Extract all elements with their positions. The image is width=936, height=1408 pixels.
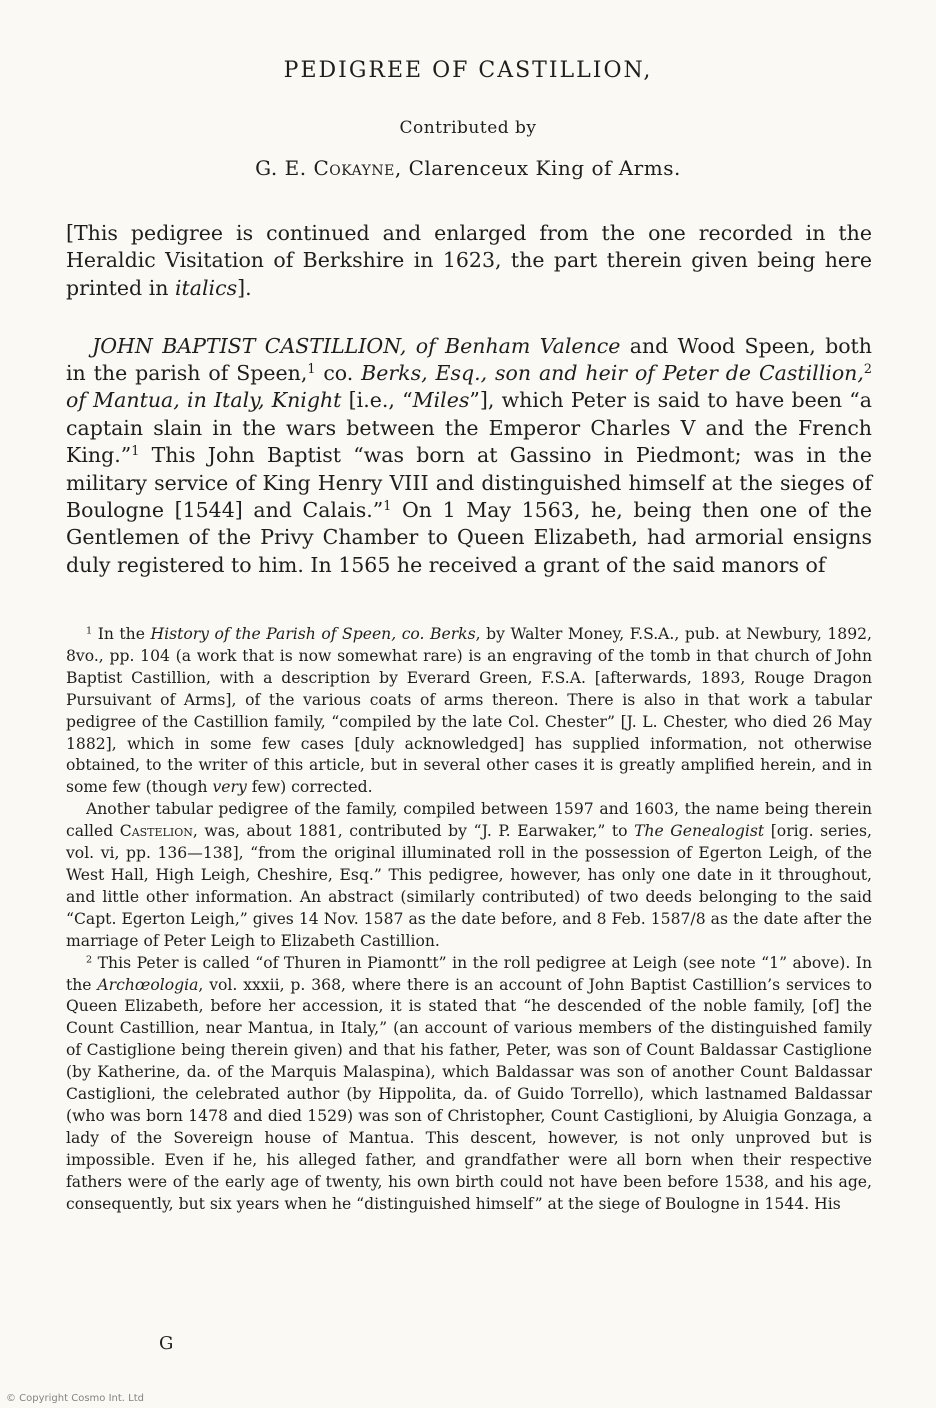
main-text: On 1 May 1563, he, being then one of the Gentlemen of the Privy Chamber to Queen Elizabeth, had armorial ensigns duly registered to him. In 1565 he received a grant of the said manors of: [66, 497, 872, 577]
footnote-ref: 1: [131, 443, 140, 459]
main-paragraph: [66, 333, 872, 580]
footnote-1: [66, 624, 872, 799]
main-text: co.: [315, 360, 362, 385]
footnote-text: , by Walter Money, F.S.A., pub. at Newbury, 1892, 8vo., pp. 104 (a work that is now somewhat rare) is an engraving of the tomb in that church of John Baptist Castillion, with a description by Everard Green, F.S.A. [afterwards, 1893, Rouge Dragon Pursuivant of Arms], of the various coats of arms thereon. There is also in that work a tabular pedigree of the Castillion family, “compiled by the late Col. Chester” [J. L. Chester, who died 26 May 1882], which in some few cases [duly acknowledged] has supplied information, not otherwise obtained, to the writer of this article, but in several other cases it is greatly amplified herein, and in some few (though: [66, 625, 872, 797]
footnote-ref: 1: [383, 497, 392, 513]
main-text-italic: Berks, Esq., son and heir of Peter de Castillion,: [361, 360, 864, 385]
footnote-1-continued: [66, 799, 872, 952]
footnote-smallcaps: Castelion: [119, 822, 193, 841]
footnote-number: 2: [86, 954, 93, 966]
contributed-by-label: Contributed by: [399, 118, 537, 138]
intro-text-end: ].: [237, 275, 252, 300]
intro-italic: italics: [174, 275, 238, 300]
intro-paragraph: [66, 220, 872, 303]
footnote-italic: The Genealogist: [634, 822, 765, 841]
footnote-text: Another tabular pedigree of the family, compiled between 1597 and 1603, the name being therein called: [66, 800, 872, 841]
footnote-2: [66, 953, 872, 1216]
author-office: , Clarenceux King of Arms.: [394, 156, 681, 180]
footnotes: [66, 624, 872, 1215]
signature-mark: G: [159, 1333, 174, 1354]
footnote-text: few) corrected.: [246, 778, 373, 797]
footnote-ref: 2: [863, 360, 872, 376]
footnote-italic: History of the Parish of Speen, co. Berks: [150, 625, 476, 643]
page-title: PEDIGREE OF CASTILLION,: [283, 58, 653, 83]
footnote-text: This Peter is called “of Thuren in Piamontt” in the roll pedigree at Leigh (see note “1” above). In the: [66, 953, 872, 994]
footnote-text: , vol. xxxii, p. 368, where there is an account of John Baptist Castillion’s services to Queen Elizabeth, before her accession, it is stated that “he descended of the noble family, [of] the Count Castillion, near Mantua, in Italy,” (an account of various members of the distinguished family of Castiglione being therein given) and that his father, Peter, was son of Count Baldassar Castiglione (by Katherine, da. of the Marquis Malaspina), which Baldassar was son of another Count Baldassar Castiglioni, the celebrated author (by Hippolita, da. of Guido Torrello), which lastnamed Baldassar (who was born 1478 and died 1529) was son of Christopher, Count Castiglioni, by Aluigia Gonzaga, a lady of the Sovereign house of Mantua. This descent, however, is not only unproved but is impossible. Even if he, his alleged father, and grandfather were all born when their respective fathers were of the early age of twenty, his own birth could not have been before 1538, and his age, consequently, but six years when he “distinguished himself” at the siege of Boulogne in 1544. His: [66, 975, 872, 1213]
author-line: [0, 156, 936, 180]
main-text-italic: JOHN BAPTIST CASTILLION, of Benham Valence: [92, 333, 621, 358]
main-text: [i.e., “: [341, 388, 413, 413]
intro-text: [This pedigree is continued and enlarged from the one recorded in the Heraldic Visitation of Berkshire in 1623, the part therein given being here printed in: [66, 220, 872, 300]
footnote-ref: 1: [307, 360, 316, 376]
footnote-text: , was, about 1881, contributed by “J. P. Earwaker,” to: [192, 822, 635, 841]
footnote-number: 1: [86, 625, 93, 637]
footnote-italic: Archœologia: [97, 975, 199, 994]
copyright-watermark: © Copyright Cosmo Int. Ltd: [6, 1393, 144, 1404]
footnote-text: In the: [97, 625, 151, 643]
main-text: This John Baptist “was born at Gassino in Piedmont; was in the military service of King Henry VIII and distinguished himself at the sieges of Boulogne [1544] and Calais.”: [66, 443, 872, 522]
main-text-italic: Miles: [412, 388, 470, 413]
main-text: and Wood Speen, both in the parish of Speen,: [66, 333, 872, 385]
author-initials: G. E.: [255, 156, 307, 180]
main-text: ”], which Peter is said to have been “a captain slain in the wars between the Emperor Charles V and the French King.”: [66, 388, 872, 468]
author-name: Cokayne: [313, 156, 395, 180]
footnote-italic: very: [212, 778, 247, 797]
main-text-italic: of Mantua, in Italy, Knight: [66, 388, 342, 413]
footnote-text: [orig. series, vol. vi, pp. 136—138], “from the original illuminated roll in the possession of Egerton Leigh, of the West Hall, High Leigh, Cheshire, Esq.” This pedigree, however, has only one date in it throughout, and little other information. An abstract (similarly contributed) of two deeds belonging to the said “Capt. Egerton Leigh,” gives 14 Nov. 1587 as the date before, and 8 Feb. 1587/8 as the date after the marriage of Peter Leigh to Elizabeth Castillion.: [66, 822, 872, 950]
